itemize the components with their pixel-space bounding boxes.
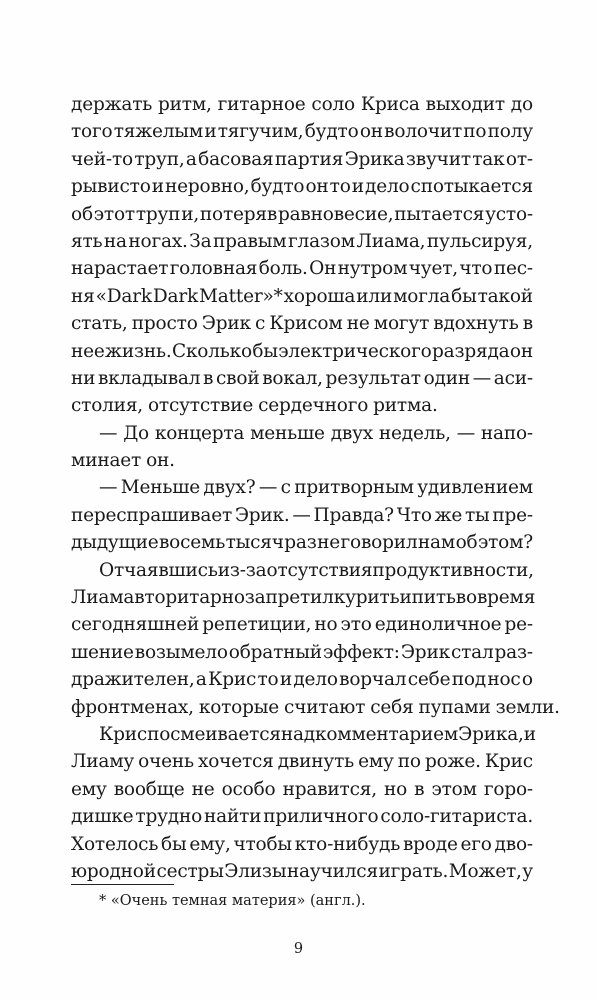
text-line: ни вкладывал в свой вокал, результат один — аси- (71, 367, 533, 389)
text-line: шение возымело обратный эффект: Эрик стал раз- (71, 641, 533, 663)
text-line: об этот труп и, потеряв равновесие, пытается усто- (71, 203, 533, 225)
text-line: сегодняшней репетиции, но это единоличное ре- (71, 614, 533, 636)
text-line: Отчаявшись из-за отсутствия продуктивности, (99, 559, 534, 581)
text-line: держать ритм, гитарное соло Криса выходит до (71, 94, 533, 115)
text-line: минает он. (71, 450, 175, 472)
body-text (71, 91, 560, 885)
text-line: того тяжелым и тягучим, будто он волочит по полу (71, 121, 533, 143)
text-line: стать, просто Эрик с Крисом не могут вдохнуть в (71, 313, 533, 335)
text-line: столия, отсутствие сердечного ритма. (71, 395, 438, 417)
text-line: дишке трудно найти приличного соло-гитариста. (71, 806, 533, 828)
text-line: ня «Dark Dark Matter»* хороша или могла бы такой (71, 285, 533, 307)
text-line: дражителен, а Крис то и дело ворчал себе под нос о (71, 669, 533, 691)
footnote: * «Очень темная материя» (англ.). (99, 893, 366, 909)
footnote-divider (71, 884, 174, 885)
text-line: ять на ногах. За правым глазом Лиама, пульсируя, (71, 230, 533, 252)
text-line: нарастает головная боль. Он нутром чует, что пес- (71, 258, 533, 280)
text-line: Крис посмеивается над комментарием Эрика, и (99, 723, 536, 745)
text-line: ему вообще не особо нравится, но в этом горо- (71, 778, 533, 800)
text-line: фронтменах, которые считают себя пупами земли. (71, 696, 560, 718)
text-line: дыдущие восемь тысяч раз не говорил нам об этом? (71, 532, 533, 554)
text-line: — Меньше двух? — с притворным удивлением (99, 477, 533, 499)
text-line: рывисто и неровно, будто он то и дело спотыкается (71, 176, 533, 198)
text-line: переспрашивает Эрик. — Правда? Что же ты пре- (71, 504, 533, 526)
text-line: нее жизнь. Сколько бы электрического разряда он (71, 340, 533, 362)
text-line: чей-то труп, а басовая партия Эрика звучит так от- (71, 148, 533, 170)
text-line: юродной сестры Элизы научился играть. Может, у (71, 860, 533, 882)
text-line: Лиаму очень хочется двинуть ему по роже. Крис (71, 751, 533, 773)
text-line: — До концерта меньше двух недель, — напо- (99, 422, 533, 444)
text-line: Лиам авторитарно запретил курить и пить во время (71, 587, 536, 609)
text-line: Хотелось бы ему, чтобы кто-нибудь вроде его дво- (71, 833, 533, 855)
page-number: 9 (293, 941, 304, 957)
